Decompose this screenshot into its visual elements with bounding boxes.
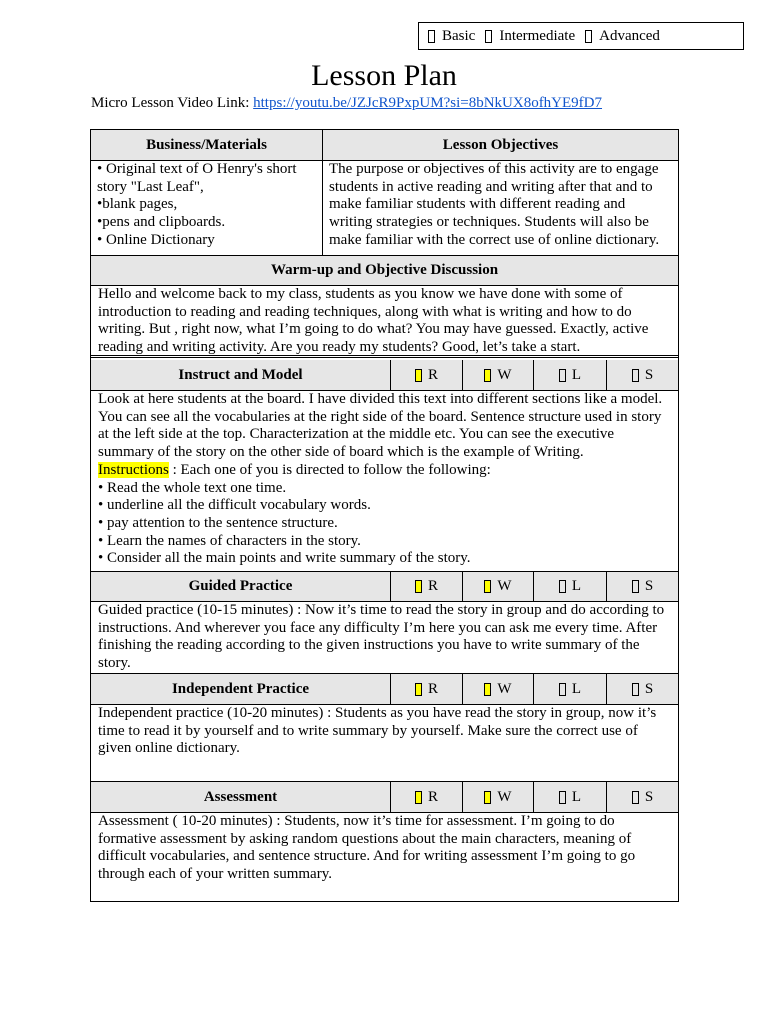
independent-text: Independent practice (10-20 minutes) : Students as you have read the story in group, now it’s time to read it by yourself and to write summary by yourself. Make sure the correct use of given online dictionary. — [91, 705, 678, 782]
guided-text: Guided practice (10-15 minutes) : Now it’s time to read the story in group and do according to instructions. And wherever you face any difficulty I’m here you can ask me every time. After finishing the reading according to the given instructions you have to write summary of the story. — [91, 602, 678, 674]
level-basic[interactable] — [428, 28, 475, 45]
list-item: •blank pages, — [97, 196, 178, 213]
instructions-line — [98, 462, 671, 480]
skill-writing: W — [462, 572, 533, 601]
instruct-text: Look at here students at the board. I have divided this text into different sections like a model. You can see all the vocabularies at the right side of the board. Sentence structure used in story at the left side at the top. Characterization at the middle etc. You can see the executive summary of the story on the other side of board which is the example of Writing. — [98, 391, 663, 461]
video-link-label: Micro Lesson Video Link: — [91, 95, 250, 111]
checkbox-icon — [559, 369, 566, 382]
skill-writing: W — [462, 360, 533, 390]
skill-speaking: S — [606, 572, 678, 601]
skill-listening: L — [533, 360, 606, 390]
checkbox-icon — [485, 30, 492, 43]
warmup-title: Warm-up and Objective Discussion — [270, 262, 499, 278]
list-item: • underline all the difficult vocabulary words. — [98, 497, 371, 514]
lesson-plan-table — [90, 129, 679, 902]
list-item: • Original text of O Henry's short story "Last Leaf", — [97, 161, 297, 195]
checkbox-icon — [415, 683, 422, 696]
guided-header — [91, 572, 678, 602]
assessment-text: Assessment ( 10-20 minutes) : Students, now it’s time for assessment. I’m going to do formative assessment by asking random questions about the main characters, meaning of difficult vocabularies, and sentence structure. And for writing assessment I’m going to go through each of your written summary. — [98, 813, 636, 883]
skill-listening: L — [533, 782, 606, 812]
checkbox-icon — [484, 580, 491, 593]
checkbox-icon — [484, 369, 491, 382]
checkbox-icon — [559, 791, 566, 804]
checkbox-icon — [559, 580, 566, 593]
level-label: Intermediate — [499, 27, 576, 44]
materials-objectives-header — [91, 130, 678, 161]
checkbox-icon — [415, 369, 422, 382]
checkbox-icon — [632, 683, 639, 696]
skill-speaking: S — [606, 674, 678, 704]
instruct-title: Instruct and Model — [178, 366, 303, 383]
level-advanced[interactable] — [585, 28, 660, 45]
skill-listening: L — [533, 572, 606, 601]
list-item: • Read the whole text one time. — [98, 479, 287, 496]
list-item: • Learn the names of characters in the story. — [98, 532, 361, 549]
skill-writing: W — [462, 674, 533, 704]
skill-listening: L — [533, 674, 606, 704]
page-title: Lesson Plan — [311, 59, 457, 92]
list-item: • pay attention to the sentence structure. — [98, 514, 338, 531]
skill-reading: R — [390, 572, 462, 601]
materials-list — [91, 161, 322, 255]
checkbox-icon — [428, 30, 435, 43]
video-link-line — [91, 94, 602, 112]
checkbox-icon — [559, 683, 566, 696]
checkbox-icon — [585, 30, 592, 43]
checkbox-icon — [484, 791, 491, 804]
skill-reading: R — [390, 360, 462, 390]
skill-reading: R — [390, 674, 462, 704]
skill-speaking: S — [606, 360, 678, 390]
video-link[interactable]: https://youtu.be/JZJcR9PxpUM?si=8bNkUX8ofhYE9fD7 — [253, 95, 603, 111]
level-intermediate[interactable] — [485, 28, 575, 45]
list-item: • Consider all the main points and write summary of the story. — [98, 550, 471, 567]
materials-objectives-body — [91, 161, 678, 256]
assessment-header — [91, 782, 678, 813]
checkbox-icon — [415, 580, 422, 593]
skill-reading: R — [390, 782, 462, 812]
warmup-header — [91, 256, 678, 286]
checkbox-icon — [415, 791, 422, 804]
level-selector — [418, 22, 744, 50]
instructions-rest: : Each one of you is directed to follow the following: — [168, 461, 491, 478]
skill-speaking: S — [606, 782, 678, 812]
independent-header — [91, 674, 678, 705]
independent-title: Independent Practice — [171, 680, 310, 697]
checkbox-icon — [484, 683, 491, 696]
objectives-header: Lesson Objectives — [322, 130, 678, 160]
checkbox-icon — [632, 791, 639, 804]
skill-writing: W — [462, 782, 533, 812]
objectives-text: The purpose or objectives of this activity are to engage students in active reading and writing after that and to make familiar students with different reading and writing strategies or techniques. Students will also be make familiar with the correct use of online dictionary. — [322, 161, 678, 255]
level-label: Basic — [442, 27, 476, 44]
instruct-body — [91, 391, 678, 572]
checkbox-icon — [632, 369, 639, 382]
list-item: •pens and clipboards. — [97, 214, 226, 231]
guided-title: Guided Practice — [188, 578, 293, 594]
warmup-text: Hello and welcome back to my class, students as you know we have done with some of introduction to reading and reading techniques, along with what is writing and how to do writing. But , right now, what I’m going to do what? You may have guessed. Exactly, active reading and writing activity. Are you ready my students? Good, let’s take a start. — [91, 286, 678, 358]
instruct-header — [91, 360, 678, 391]
instructions-highlight: Instructions — [98, 461, 169, 478]
level-label: Advanced — [599, 27, 660, 44]
checkbox-icon — [632, 580, 639, 593]
materials-header: Business/Materials — [146, 136, 267, 153]
list-item: • Online Dictionary — [97, 231, 215, 248]
assessment-title: Assessment — [203, 788, 278, 805]
